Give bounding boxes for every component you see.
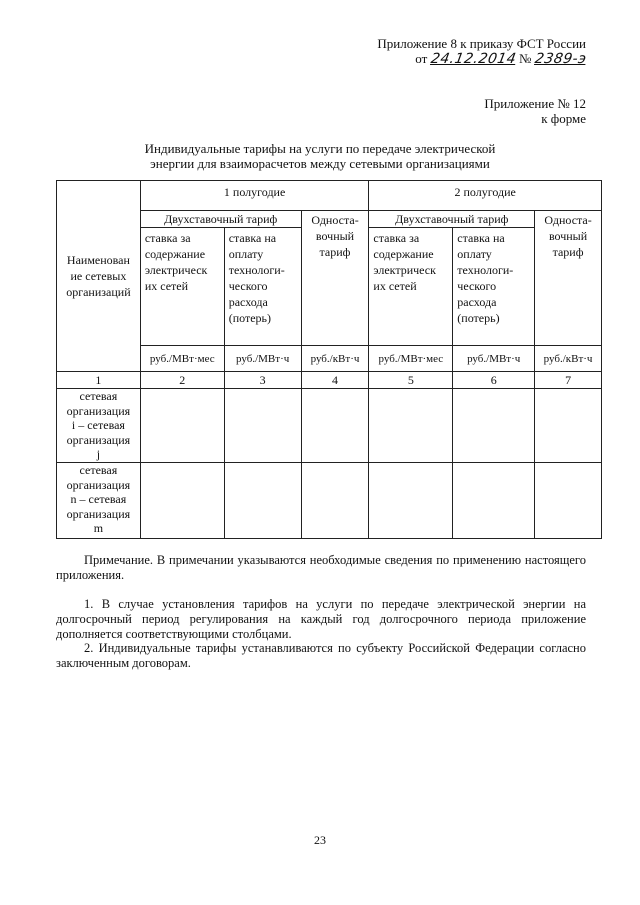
empty-cell — [453, 463, 535, 539]
column-number: 6 — [453, 372, 535, 389]
grid-rate-header-1: ставка за содержание электрическ их сетей — [140, 228, 224, 346]
table-row-org-i: сетевая организация i – сетевая организация j — [57, 389, 141, 463]
two-rate-header-2: Двухставочный тариф — [369, 211, 535, 228]
grid-rate-header-2: ставка за содержание электрическ их сетей — [369, 228, 453, 346]
empty-cell — [369, 389, 453, 463]
document-title — [120, 141, 520, 171]
empty-cell — [453, 389, 535, 463]
unit-cell: руб./МВт·ч — [224, 346, 301, 372]
table-row-org-n: сетевая организация n – сетевая организация m — [57, 463, 141, 539]
unit-cell: руб./МВт·мес — [369, 346, 453, 372]
half-year-2-header: 2 полугодие — [369, 181, 602, 211]
unit-cell: руб./МВт·мес — [140, 346, 224, 372]
empty-cell — [140, 389, 224, 463]
column-number: 2 — [140, 372, 224, 389]
unit-cell: руб./кВт·ч — [301, 346, 369, 372]
order-reference: Приложение 8 к приказу ФСТ России — [377, 36, 586, 51]
note-paragraph: Примечание. В примечании указываются необходимые сведения по применению настоящего приложения. — [56, 553, 586, 582]
title-line-1: Индивидуальные тарифы на услуги по передаче электрической — [144, 141, 496, 156]
empty-cell — [369, 463, 453, 539]
org-name-header: Наименован ие сетевых организаций — [57, 181, 141, 372]
loss-rate-header-1: ставка на оплату технологи- ческого расхода (потерь) — [224, 228, 301, 346]
note-item-2: 2. Индивидуальные тарифы устанавливаются по субъекту Российской Федерации согласно заключенным договорам. — [56, 641, 586, 670]
column-number: 4 — [301, 372, 369, 389]
tariff-table — [56, 180, 602, 539]
empty-cell — [301, 463, 369, 539]
empty-cell — [535, 389, 602, 463]
loss-rate-header-2: ставка на оплату технологи- ческого расхода (потерь) — [453, 228, 535, 346]
one-rate-header-2: Односта- вочный тариф — [535, 211, 602, 346]
order-date: 24.12.2014 — [429, 51, 518, 67]
order-date-line — [415, 51, 586, 67]
appendix-to-form: к форме — [541, 111, 586, 126]
column-number: 1 — [57, 372, 141, 389]
column-number: 5 — [369, 372, 453, 389]
order-number: 2389-э — [533, 51, 588, 67]
unit-cell: руб./кВт·ч — [535, 346, 602, 372]
unit-cell: руб./МВт·ч — [453, 346, 535, 372]
note-item-1: 1. В случае установления тарифов на услуги по передаче электрической энергии на долгосрочный период регулирования на каждый год долгосрочного периода приложение дополняется соответствующими столбцами. — [56, 597, 586, 641]
column-number: 3 — [224, 372, 301, 389]
two-rate-header-1: Двухставочный тариф — [140, 211, 301, 228]
empty-cell — [535, 463, 602, 539]
empty-cell — [140, 463, 224, 539]
column-number: 7 — [535, 372, 602, 389]
page-number: 23 — [314, 833, 326, 847]
title-line-2: энергии для взаиморасчетов между сетевыми организациями — [150, 156, 490, 171]
number-sign: № — [518, 51, 532, 66]
one-rate-header-1: Односта- вочный тариф — [301, 211, 369, 346]
empty-cell — [224, 389, 301, 463]
appendix-number: Приложение № 12 — [484, 96, 586, 111]
empty-cell — [301, 389, 369, 463]
date-prefix: от — [415, 51, 428, 66]
half-year-1-header: 1 полугодие — [140, 181, 369, 211]
empty-cell — [224, 463, 301, 539]
